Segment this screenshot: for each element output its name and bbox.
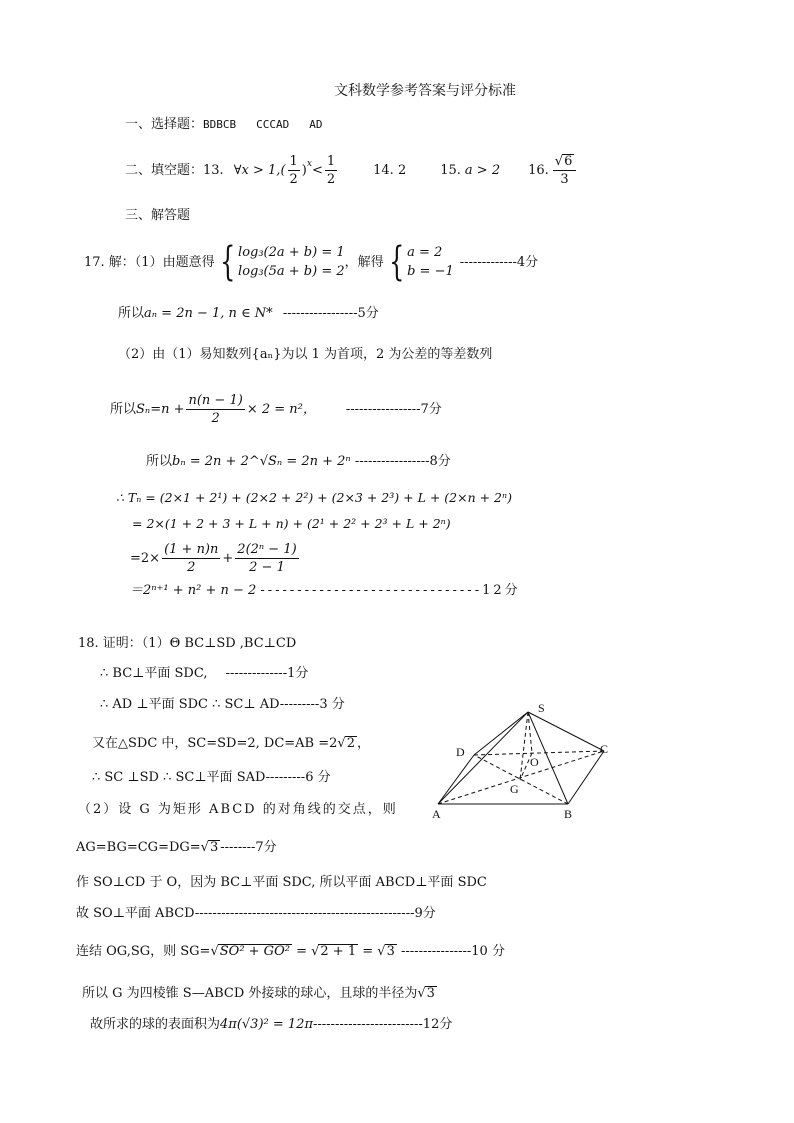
p18-l12 (90, 1018, 452, 1031)
section-choice-label: 一、选择题： (125, 117, 204, 132)
p18-s10: ----------------10 分 (401, 944, 505, 959)
p17-score4: -----------------7分 (345, 401, 442, 417)
p17-score1: -------------4分 (459, 254, 539, 270)
pyramid-figure (428, 700, 628, 820)
p17-score5: -----------------8分 (354, 454, 451, 469)
p18-l1: 18. 证明：（1）Θ BC⊥SD ,BC⊥CD (78, 636, 297, 651)
brace-icon: { (219, 239, 235, 285)
edge-BC (568, 751, 604, 804)
brace-icon: { (388, 239, 405, 285)
p18-l4-rad: 2 (346, 736, 355, 751)
p18-l7-pre: AG=BG=CG=DG= (76, 840, 201, 855)
q13-exp: x (306, 158, 312, 169)
section-solve-label: 三、解答题 (125, 208, 191, 223)
p18-l7-rad: 3 (209, 840, 219, 855)
p17-t3-d2: 2 − 1 (249, 559, 285, 575)
p17-line5-text: 所以 (146, 454, 173, 469)
p18-l2-text: ∴ BC⊥平面 SDC, (100, 666, 208, 681)
p17-sol2: b = −1 (407, 264, 454, 279)
p17-line4-expr1: Sₙ=n + (136, 401, 185, 417)
q13-frac-den: 2 (289, 171, 298, 187)
p17-line1 (84, 240, 538, 284)
q13-answer: ∀x > 1,( $\frac{1}{2}$ ) $^x$ < $\frac{1}{2}$ (233, 153, 336, 187)
p18-l5 (92, 771, 331, 784)
q13-rhs-den: 2 (326, 171, 336, 187)
edge-AD (438, 755, 474, 804)
q13-rhs-num: 1 (326, 153, 336, 169)
p18-s5: ---------6 分 (265, 770, 331, 785)
edge-SC (528, 712, 604, 751)
q16-answer: $\frac{√6}{3}$ (553, 154, 577, 186)
p17-t2: = 2×(1 + 2 + 3 + L + n) + (2¹ + 2² + 2³ + L + 2ⁿ) (132, 516, 451, 531)
p17-system (238, 246, 345, 278)
label-C: C (600, 742, 609, 756)
label-O: O (530, 755, 539, 769)
p18-s7: --------7分 (220, 840, 277, 855)
q15-answer: a > 2 (464, 162, 501, 178)
p17-line5-expr: bₙ = 2n + 2^√Sₙ = 2n + 2ⁿ (172, 454, 351, 469)
p17-line4-text: 所以 (110, 401, 137, 417)
q13-rhs (325, 155, 337, 186)
p18-s12: -------------------------12分 (312, 1017, 453, 1032)
p18-l4-post: ， (357, 736, 371, 751)
p17-line4-frac (186, 394, 244, 425)
p17-t3-d1: 2 (187, 559, 196, 575)
p18-l3 (100, 698, 345, 711)
q16-radicand: 6 (564, 154, 573, 169)
p17-t3 (130, 540, 301, 576)
p17-line2-expr: aₙ = 2n − 1, n ∈ N* (144, 306, 273, 321)
q13-op: < (311, 162, 323, 178)
segment-SO (528, 712, 532, 753)
p18-l10-rad2: 2 + 1 (320, 944, 357, 959)
p17-line3: （2）由（1）易知数列{aₙ}为以 1 为首项，2 为公差的等差数列 (118, 347, 493, 362)
p17-line4-den: 2 (211, 410, 220, 426)
diag-BD (474, 755, 568, 804)
p17-score2: -----------------5分 (282, 306, 379, 321)
q16-number: 16. (528, 162, 549, 178)
p18-l11-pre: 所以 G 为四棱锥 S—ABCD 外接球的球心，且球的半径为 (82, 986, 418, 1001)
label-S: S (538, 701, 545, 715)
label-D: D (456, 745, 465, 759)
p17-sol1: a = 2 (407, 245, 443, 260)
p17-t3-pre: =2× (130, 550, 161, 566)
p18-l4: 又在△SDC 中，SC=SD=2, DC=AB =2√2 ， (92, 736, 371, 751)
p18-l2 (100, 667, 308, 680)
p17-t3-n2: 2(2ⁿ − 1) (237, 541, 297, 557)
p18-l10-mid: = (291, 944, 312, 959)
edge-DC (474, 751, 604, 755)
p17-t3-plus: + (222, 550, 234, 566)
q13-fraction (288, 155, 300, 186)
p18-l10-rad1: SO² + GO² (219, 944, 290, 959)
p18-l12-expr: 4π(√3)² = 12π (220, 1017, 313, 1032)
p18-l6: （2）设 G 为矩形 ABCD 的对角线的交点，则 (78, 802, 398, 817)
label-B: B (564, 807, 573, 820)
p17-eq1: log₃(2a + b) = 1 (238, 245, 345, 260)
q13-number: 13. (203, 162, 224, 178)
q14-answer: 14. 2 (373, 162, 407, 178)
choice-answers-1: BDBCB (203, 118, 237, 131)
p17-line2-text: 所以 (118, 306, 145, 321)
p18-l10: 连结 OG,SG，则 SG=√SO² + GO² = √2 + 1 = √3 ----------------10 分 (76, 944, 505, 959)
p17-line4 (110, 390, 442, 428)
section-fill (125, 152, 578, 188)
p17-eq2: log₃(5a + b) = 2 (238, 264, 345, 279)
p18-l8: 作 SO⊥CD 于 O，因为 BC⊥平面 SDC, 所以平面 ABCD⊥平面 SDC (76, 875, 487, 890)
p17-solution (407, 246, 454, 278)
p17-line4-num: n(n − 1) (188, 392, 243, 408)
p18-l5-text: ∴ SC ⊥SD ∴ SC⊥平面 SAD (92, 770, 266, 785)
p17-mid: ，解得 (344, 254, 384, 270)
p18-l3-text: ∴ AD ⊥平面 SDC ∴ SC⊥ AD (100, 697, 280, 712)
choice-answers-2: CCCAD (256, 118, 290, 131)
page-title: 文科数学参考答案与评分标准 (334, 83, 516, 99)
p17-t3-frac2 (235, 543, 298, 574)
p17-line4-expr2: × 2 = n²， (246, 401, 316, 417)
p18-l7: AG=BG=CG=DG=√3 --------7分 (76, 840, 277, 855)
p18-s9: --------------------------------------------------9分 (194, 906, 436, 921)
choice-answers-3: AD (309, 118, 323, 131)
p17-t3-n1: (1 + n)n (164, 541, 219, 557)
q13-pre: ∀x > 1,( (233, 162, 286, 178)
p18-l4-pre: 又在△SDC 中，SC=SD=2, DC=AB =2 (92, 736, 338, 751)
p17-t4-expr: ＝2ⁿ⁺¹ + n² + n − 2 (130, 583, 257, 598)
p17-line5 (146, 455, 451, 468)
q15-number: 15. (440, 162, 461, 178)
section-choice (125, 118, 323, 131)
p18-l11: 所以 G 为四棱锥 S—ABCD 外接球的球心，且球的半径为√3 (82, 986, 435, 1001)
section-fill-label: 二、填空题： (125, 162, 204, 178)
p18-s2: --------------1分 (225, 666, 309, 681)
p18-l11-rad: 3 (426, 986, 435, 1001)
p18-l10-rad3: 3 (386, 944, 395, 959)
label-A: A (432, 807, 441, 820)
p17-score6: ------------------------------12分 (260, 583, 521, 598)
p17-t4 (130, 584, 521, 597)
p17-t1: ∴ Tₙ = (2×1 + 2¹) + (2×2 + 2²) + (2×3 + 2³) + L + (2×n + 2ⁿ) (116, 490, 512, 505)
p18-l9-text: 故 SO⊥平面 ABCD (76, 906, 195, 921)
p18-l12-pre: 故所求的球的表面积为 (90, 1017, 221, 1032)
label-G: G (510, 782, 519, 796)
p18-l9 (76, 907, 436, 920)
q16-den: 3 (560, 172, 569, 187)
p18-l10-mid2: = (358, 944, 378, 959)
p18-l10-pre: 连结 OG,SG，则 SG= (76, 944, 211, 959)
p17-line2 (118, 307, 379, 320)
p17-t3-frac1 (162, 543, 220, 574)
segment-SG (520, 712, 528, 780)
p18-s3: ---------3 分 (279, 697, 345, 712)
edge-SD (474, 712, 528, 755)
p17-lead: 17. 解：（1）由题意得 (84, 254, 215, 270)
q13-frac-num: 1 (289, 153, 298, 169)
